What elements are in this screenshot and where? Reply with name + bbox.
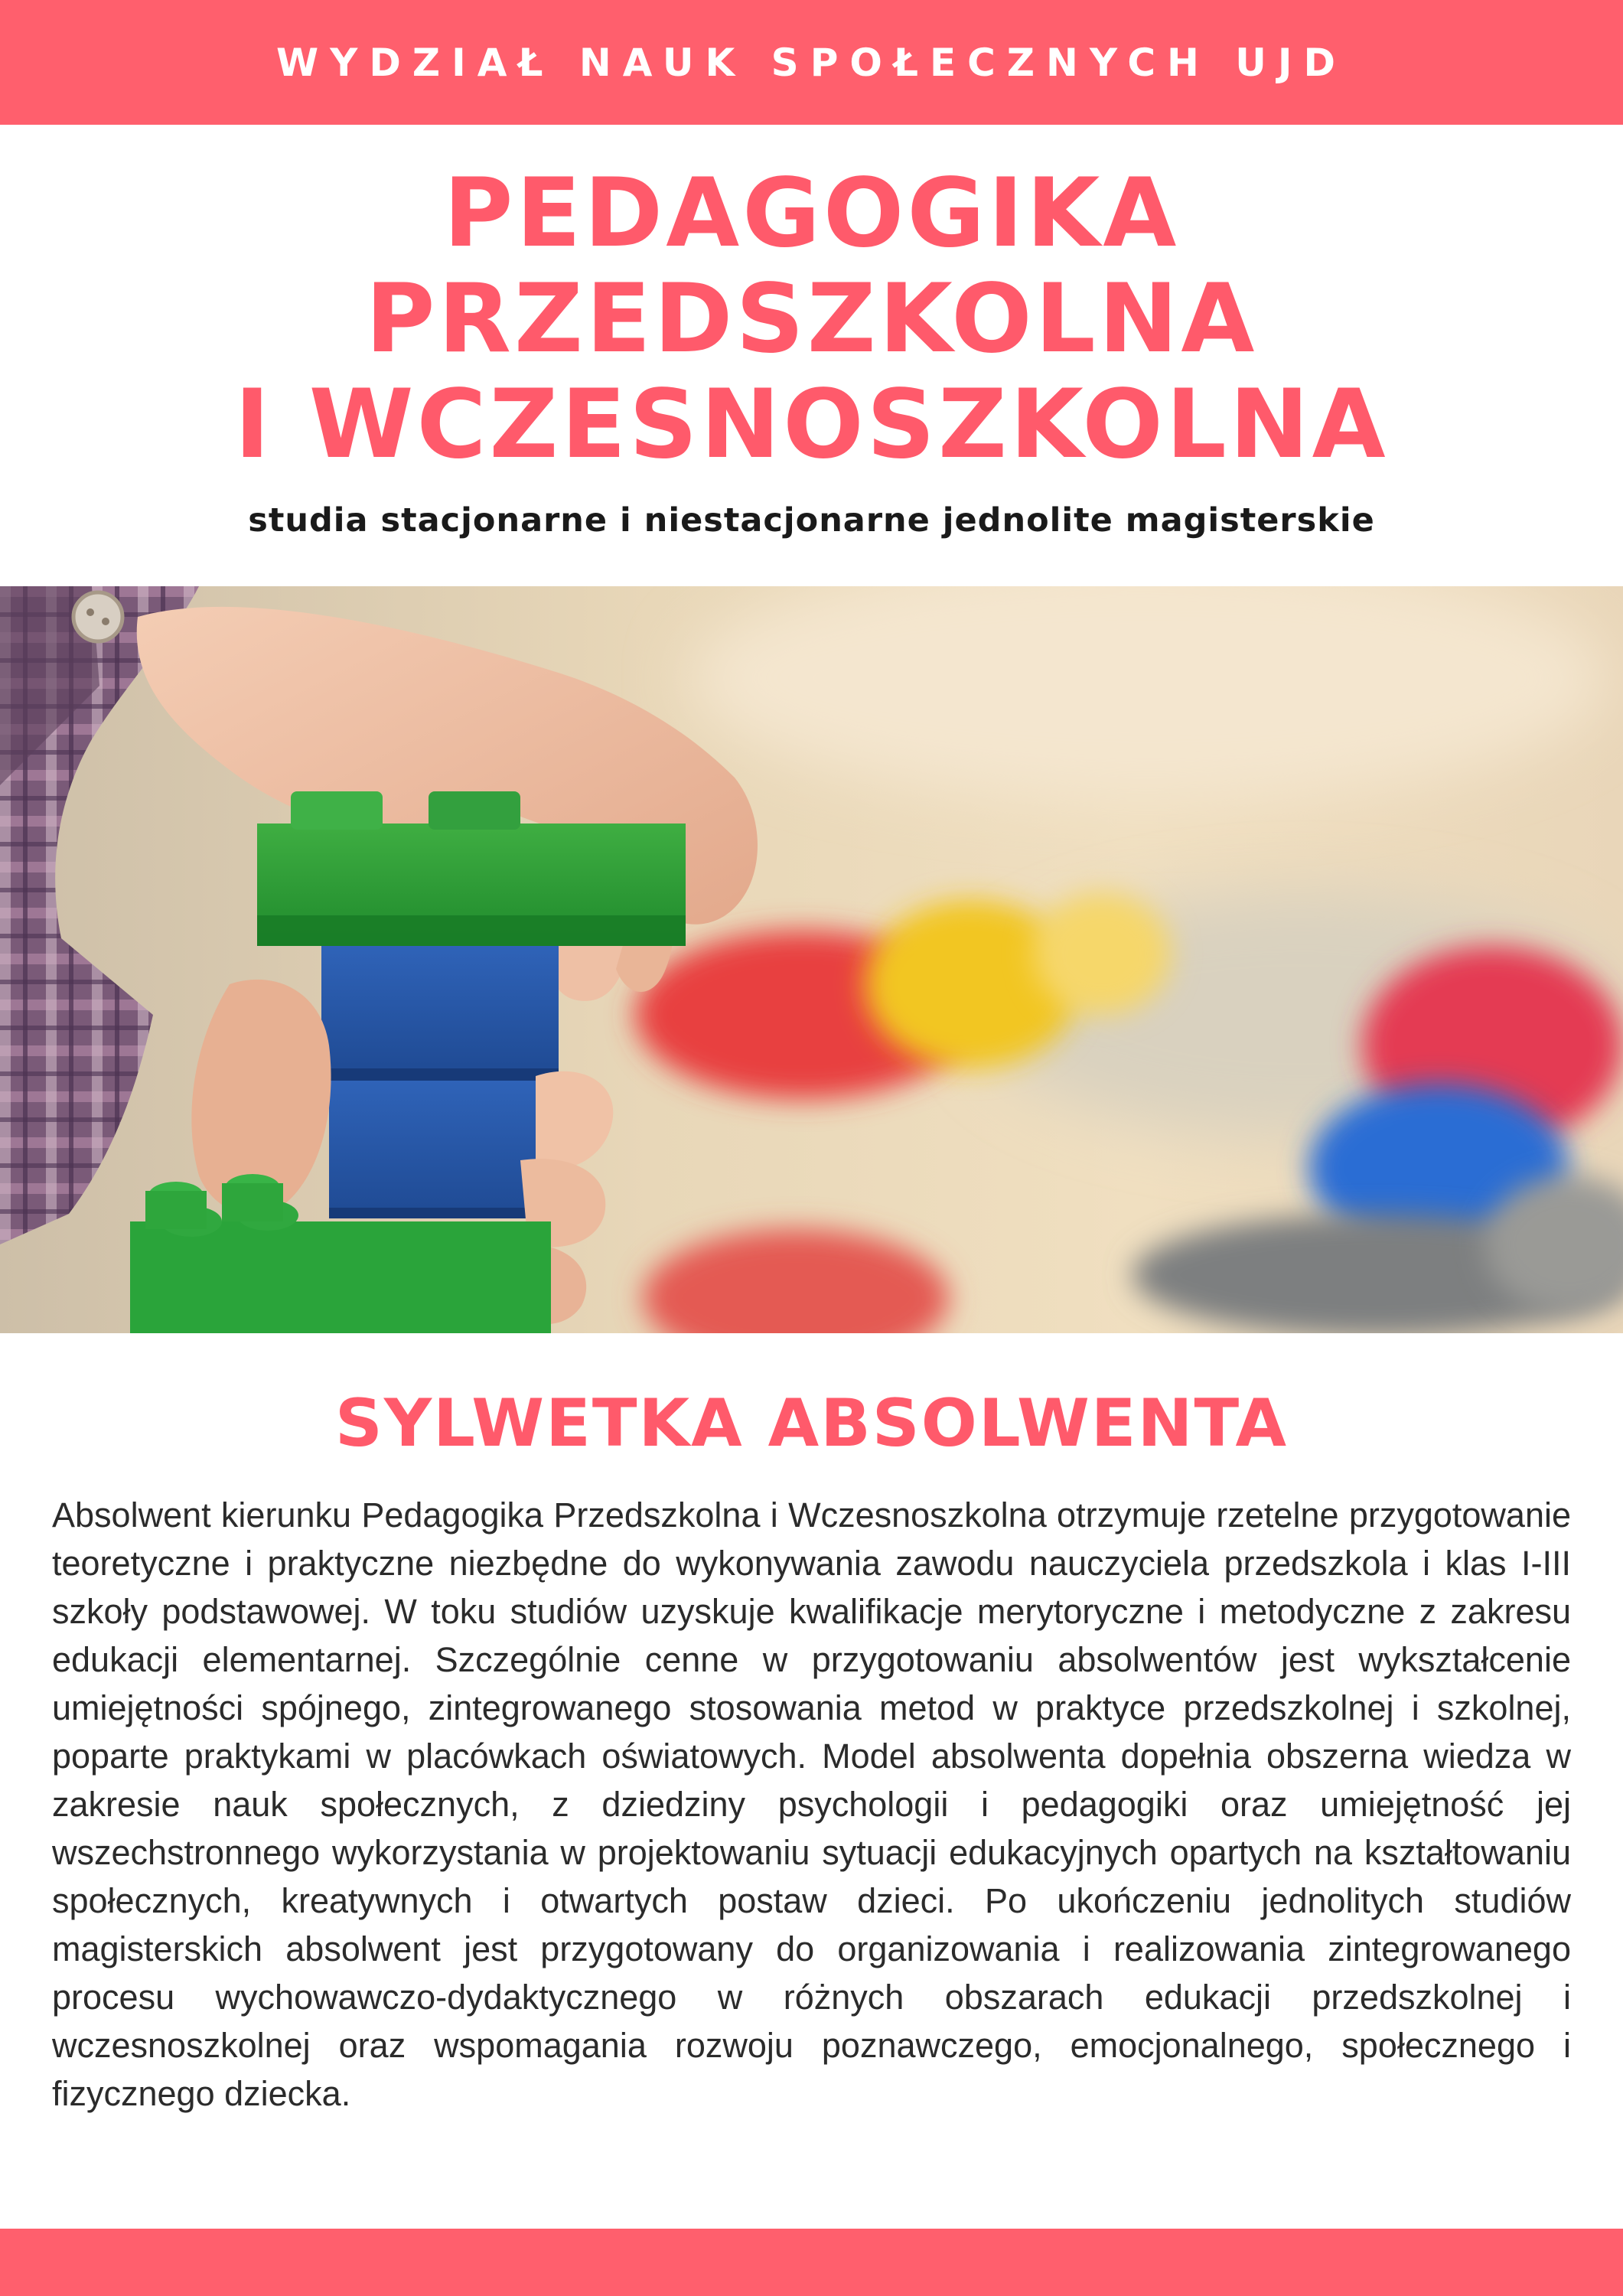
study-mode-subtitle: studia stacjonarne i niestacjonarne jednolite magisterskie <box>248 501 1375 540</box>
page-title <box>0 158 1623 480</box>
header-band <box>0 0 1623 125</box>
title-line-1: PEDAGOGIKA <box>443 158 1180 269</box>
footer-band <box>0 2229 1623 2296</box>
title-line-3: I WCZESNOSZKOLNA <box>234 370 1389 480</box>
section-title: SYLWETKA ABSOLWENTA <box>334 1385 1289 1462</box>
hero-photo <box>0 586 1623 1333</box>
graduate-profile-text: Absolwent kierunku Pedagogika Przedszkolna i Wczesnoszkolna otrzymuje rzetelne przygotowanie teoretyczne i praktyczne niezbędne do wykonywania zawodu nauczyciela przedszkola i klas I-III szkoły podstawowej. W toku studiów uzyskuje kwalifikacje merytoryczne i metodyczne z zakresu edukacji elementarnej. Szczególnie cenne w przygotowaniu absolwentów jest wykształcenie umiejętności spójnego, zintegrowanego stosowania metod w praktyce przedszkolnej i szkolnej, poparte praktykami w placówkach oświatowych. Model absolwenta dopełnia obszerna wiedza w zakresie nauk społecznych, z dziedziny psychologii i pedagogiki oraz umiejętność jej wszechstronnego wykorzystania w projektowaniu sytuacji edukacyjnych opartych na kształtowaniu społecznych, kreatywnych i otwartych postaw dzieci. Po ukończeniu jednolitych studiów magisterskich absolwent jest przygotowany do organizowania i realizowania zintegrowanego procesu wychowawczo-dydaktycznego w różnych obszarach edukacji przedszkolnej i wczesnoszkolnej oraz wspomagania rozwoju poznawczego, emocjonalnego, społecznego i fizycznego dziecka. <box>52 1495 1571 2113</box>
faculty-name: WYDZIAŁ NAUK SPOŁECZNYCH UJD <box>276 40 1347 85</box>
title-line-2: PRZEDSZKOLNA <box>365 264 1258 374</box>
child-building-blocks-illustration <box>0 586 1623 1333</box>
